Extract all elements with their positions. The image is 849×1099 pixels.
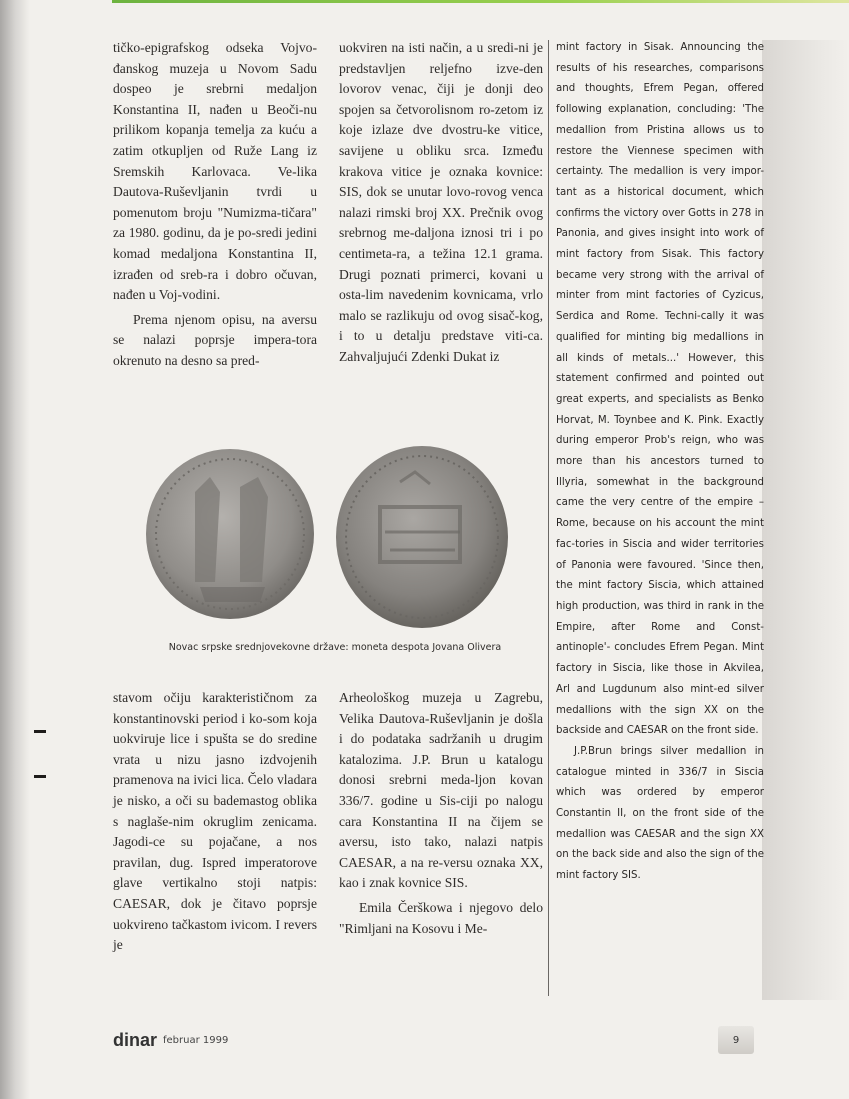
paragraph: tičko-epigrafskog odseka Vojvo-đanskog muzeja u Novom Sadu dospeo je srebrni medaljon Konstantina II, nađen u Beoči-nu prilikom kopanja temelja za kuću a zatim otkupljen od Ruže Lang iz Sremskih Karlovaca. Ve-lika Dautova-Ruševljanin tvrdi u pomenutom broju "Numizma-tičara" za 1980. godinu, da je po-sredi jedini komad medaljona Konstantina II, izrađen od sreb-ra i dobro očuvan, nađen u Voj-vodini. bbox=[113, 40, 317, 303]
page-gutter-shadow bbox=[0, 0, 30, 1099]
magazine-logo: dinar bbox=[113, 1030, 158, 1050]
paragraph: Arheološkog muzeja u Zagrebu, Velika Dautova-Ruševljanin je došla i do podataka sadržanih u drugim katalozima. J.P. Brun u katalogu donosi srebrni meda-ljon kovan 336/7. godine u Sis-ciji po nalogu cara Konstantina II na čijem se aversu, isto tako, nalazi natpis CAESAR, a na re-versu oznaka XX, kao i znak kovnice SIS. bbox=[339, 690, 543, 891]
figure-caption: Novac srpske srednjovekovne države: moneta despota Jovana Olivera bbox=[168, 642, 502, 653]
article-column-1-continued bbox=[113, 688, 317, 956]
paragraph: Emila Čerškowa i njegovo delo "Rimljani na Kosovu i Me- bbox=[339, 899, 543, 936]
paragraph: uokviren na isti način, a u sredi-ni je predstavljen reljefno izve-den lovorov venac, čiji je donji deo spojen sa četvorolisnom ro-zetom iz koje izlaze dve dvostru-ke vitice, savijene u obliku srca. Između krakova vitice je oznaka kovnice: SIS, dok se unutar lovo-rovog venca nalazi rimski broj XX. Prečnik ovog srebrnog me-daljona iznosi tri i po centimeta-ra, a težina 12.1 grama. Drugi poznati primerci, kovani u osta-lim navedenim kovnicama, vrlo malo se razlikuju od ovog sisač-kog, i to u detalju predstave viti-ca. Zahvaljujući Zdenki Dukat iz bbox=[339, 40, 543, 364]
margin-mark bbox=[34, 730, 46, 733]
page-number: 9 bbox=[718, 1026, 754, 1054]
coin-photo bbox=[140, 432, 530, 637]
article-column-2-continued bbox=[339, 688, 543, 939]
article-column-2 bbox=[339, 38, 543, 368]
coin-reverse bbox=[336, 446, 508, 628]
margin-mark bbox=[34, 775, 46, 778]
article-column-1 bbox=[113, 38, 317, 372]
issue-date: februar 1999 bbox=[163, 1035, 229, 1046]
paragraph: mint factory in Sisak. Announcing the results of his researches, comparisons and thoughts, Efrem Pegan, offered following explanation, concluding: 'The medallion from Pristina allows us to restore the Viennese specimen with certainty. The medallion is very impor-tant as a historical document, which confirms the victory over Gotts in 278 in Panonia, and gives insight into work of mint factory from Sisak. This factory became very strong with the arrival of minter from mint factories of Cyzicus, Serdica and Rome. Techni-cally it was qualified for minting big medallions in all kinds of metals...' However, this statement confirmed and pointed out great experts, and specialists as Benko Horvat, M. Toynbee and K. Pink. Exactly during emperor Prob's reign, who was more than his ancestors turned to Illyria, somewhat in the background came the very centre of the empire – Rome, because on his account the mint fac-tories in Siscia and wider territories of Panonia were favoured. 'Since then, the mint factory Siscia, which attained high production, was third in rank in the Empire, after Rome and Const-antinople'- concludes Efrem Pegan. Mint factory in Siscia, like those in Akvilea, Arl and Lugdunum also mint-ed silver medallions with the sign XX on the backside and CAESAR on the front side. bbox=[556, 42, 764, 737]
paragraph: Prema njenom opisu, na aversu se nalazi poprsje impera-tora okrenuto na desno sa pred- bbox=[113, 311, 317, 368]
column-divider bbox=[548, 40, 549, 996]
coin-obverse bbox=[146, 449, 314, 619]
paragraph: stavom očiju karakterističnom za konstantinovski period i ko-som koja uokviruje lice i spušta se do sredine vrata u nizu jasno izdvojenih pramenova na ivici lica. Čelo vladara je nisko, a oči su bademastog oblika s naglaše-nim okruglim zenicama. Jagodi-ce su pojačane, a nos pravilan, dug. Ispred imperatorove glave vertikalno stoji natpis: CAESAR, dok je čitavo poprsje uokvireno tačkastom ivicom. I revers je bbox=[113, 690, 317, 953]
english-summary-column bbox=[556, 38, 764, 887]
sidebar-shade bbox=[762, 40, 849, 1000]
paragraph: J.P.Brun brings silver medallion in catalogue minted in 336/7 in Siscia which was ordered by emperor Constantin II, on the front side of the medallion was CAESAR and the sign XX on the back side and also the sign of the mint factory SIS. bbox=[556, 745, 764, 882]
header-color-bar bbox=[112, 0, 849, 3]
